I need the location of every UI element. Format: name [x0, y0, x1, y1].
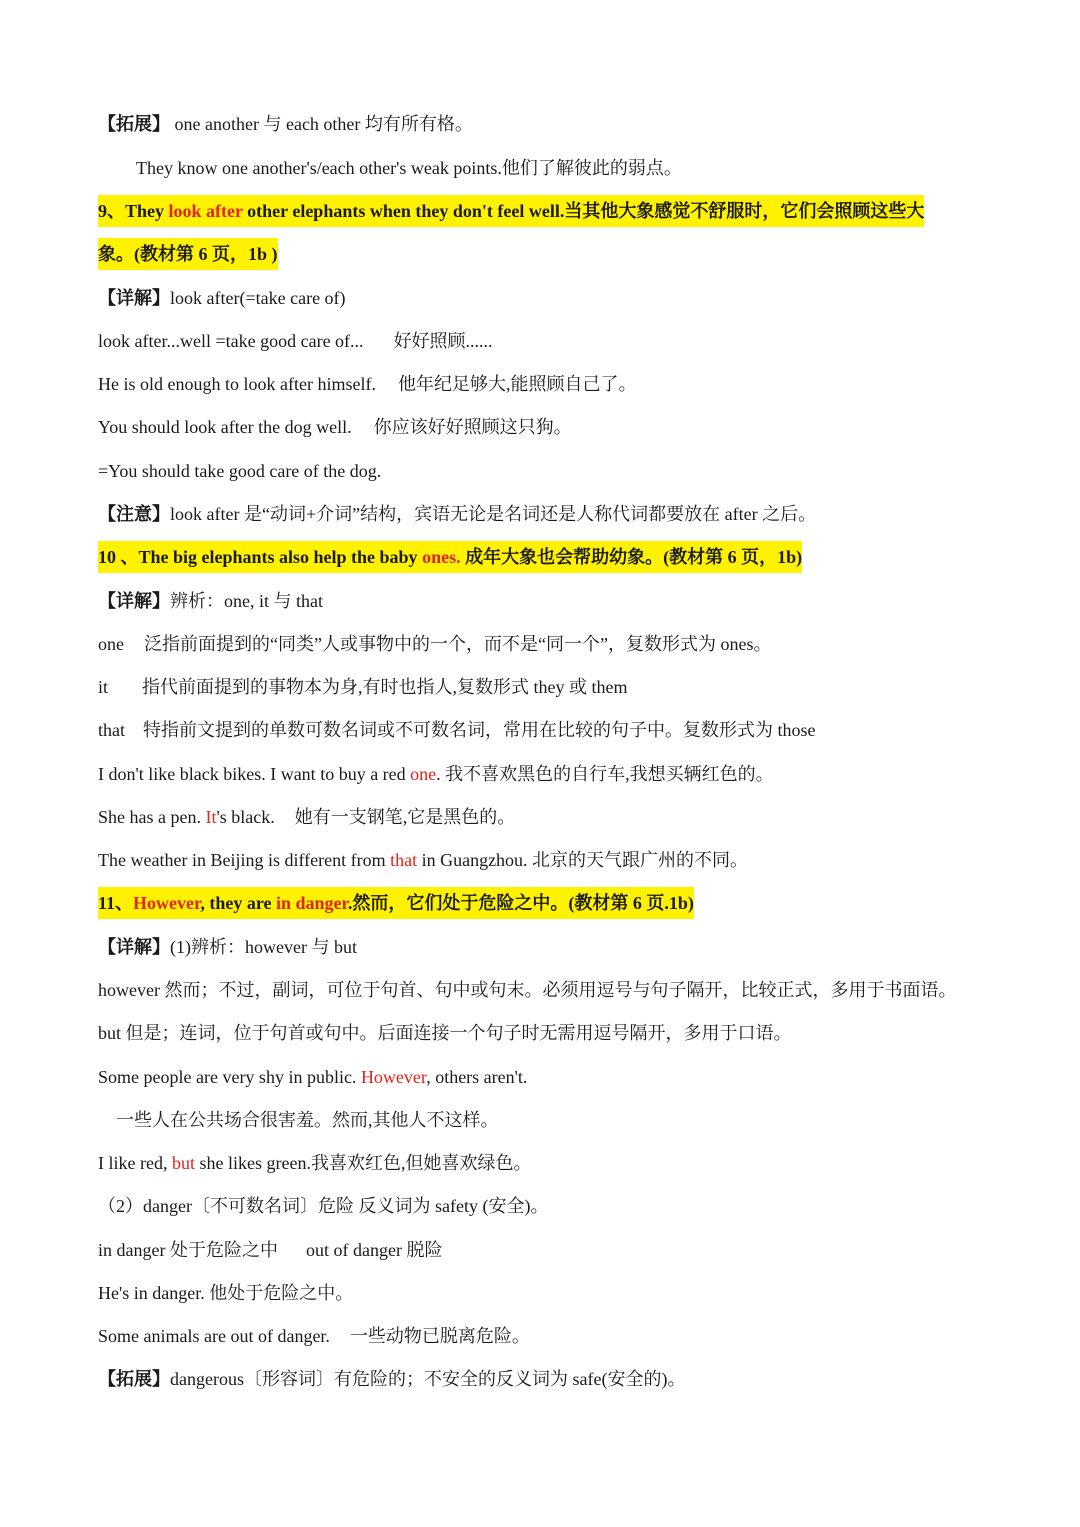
- red-keyword: look after: [168, 201, 243, 221]
- example-translation: 一些人在公共场合很害羞。然而,其他人不这样。: [116, 1110, 499, 1130]
- example-sentence: He is old enough to look after himself. 他年纪足够大,能照顾自己了。: [98, 374, 637, 394]
- example-sentence: He's in danger. 他处于危险之中。: [98, 1283, 354, 1303]
- bracket-label-explanation: 【详解】: [98, 591, 170, 611]
- red-keyword: one: [410, 764, 437, 784]
- red-keyword: However: [360, 1067, 427, 1087]
- extension-note-one-another: [98, 112, 1020, 136]
- key-sentence-10: [98, 545, 1020, 569]
- definition-but: but 但是；连词，位于句首或句中。后面连接一个句子时无需用逗号隔开，多用于口语。: [98, 1023, 792, 1043]
- bracket-label-extension: 【拓展】: [98, 114, 170, 134]
- red-keyword: It: [205, 807, 217, 827]
- example-sentence: =You should take good care of the dog.: [98, 461, 382, 481]
- example-sentence: look after...well =take good care of... 好好照顾......: [98, 331, 493, 351]
- example-sentence: You should look after the dog well. 你应该好好照顾这只狗。: [98, 417, 572, 437]
- key-sentence-9-continued: [98, 242, 1020, 266]
- highlighted-sentence: 10 、The big elephants also help the baby ones. 成年大象也会帮助幼象。(教材第 6 页，1b): [98, 541, 802, 573]
- definition-one: one 泛指前面提到的“同类”人或事物中的一个，而不是“同一个”，复数形式为 ones。: [98, 634, 772, 654]
- example-sentence: I don't like black bikes. I want to buy a red one. 我不喜欢黑色的自行车,我想买辆红色的。: [98, 764, 774, 784]
- explanation-look-after: 【详解】look after(=take care of): [98, 288, 346, 308]
- key-sentence-9: [98, 199, 1020, 223]
- example-sentence: She has a pen. It's black. 她有一支钢笔,它是黑色的。: [98, 807, 516, 827]
- red-keyword: that: [390, 850, 418, 870]
- explanation-one-it-that: 【详解】辨析：one, it 与 that: [98, 591, 323, 611]
- example-sentence: I like red, but she likes green.我喜欢红色,但她喜欢绿色。: [98, 1153, 532, 1173]
- bracket-label-explanation: 【详解】: [98, 937, 170, 957]
- red-keyword: ones.: [422, 547, 461, 567]
- red-keyword: in danger: [276, 893, 348, 913]
- definition-however: however 然而；不过，副词，可位于句首、句中或句末。必须用逗号与句子隔开，比较正式，多用于书面语。: [98, 980, 957, 1000]
- extension-note-dangerous: 【拓展】dangerous〔形容词〕有危险的；不安全的反义词为 safe(安全的)。: [98, 1369, 686, 1389]
- bracket-label-attention: 【注意】: [98, 504, 170, 524]
- example-sentence: [136, 156, 1020, 180]
- example-sentence: The weather in Beijing is different from that in Guangzhou. 北京的天气跟广州的不同。: [98, 850, 749, 870]
- definition-danger: （2）danger〔不可数名词〕危险 反义词为 safety (安全)。: [98, 1196, 549, 1216]
- phrase-danger: in danger 处于危险之中 out of danger 脱险: [98, 1240, 443, 1260]
- example-sentence: Some animals are out of danger. 一些动物已脱离危险。: [98, 1326, 530, 1346]
- example-sentence: Some people are very shy in public. However, others aren't.: [98, 1067, 528, 1087]
- bracket-label-explanation: 【详解】: [98, 288, 170, 308]
- highlighted-sentence: 11、However, they are in danger.然而，它们处于危险之中。(教材第 6 页.1b): [98, 887, 694, 919]
- red-keyword: However: [133, 893, 201, 913]
- definition-that: that 特指前文提到的单数可数名词或不可数名词，常用在比较的句子中。复数形式为 those: [98, 720, 816, 740]
- highlighted-sentence: 9、They look after other elephants when they don't feel well.当其他大象感觉不舒服时，它们会照顾这些大: [98, 195, 924, 227]
- explanation-however-but: 【详解】(1)辨析：however 与 but: [98, 937, 357, 957]
- text: They know one another's/each other's weak points.他们了解彼此的弱点。: [136, 158, 682, 178]
- attention-note: 【注意】look after 是“动词+介词”结构，宾语无论是名词还是人称代词都要放在 after 之后。: [98, 504, 817, 524]
- key-sentence-11: [98, 891, 1020, 915]
- definition-it: it 指代前面提到的事物本为身,有时也指人,复数形式 they 或 them: [98, 677, 628, 697]
- highlighted-sentence: 象。(教材第 6 页，1b ): [98, 238, 278, 270]
- text: one another 与 each other 均有所有格。: [170, 114, 473, 134]
- red-keyword: but: [171, 1153, 195, 1173]
- bracket-label-extension: 【拓展】: [98, 1369, 170, 1389]
